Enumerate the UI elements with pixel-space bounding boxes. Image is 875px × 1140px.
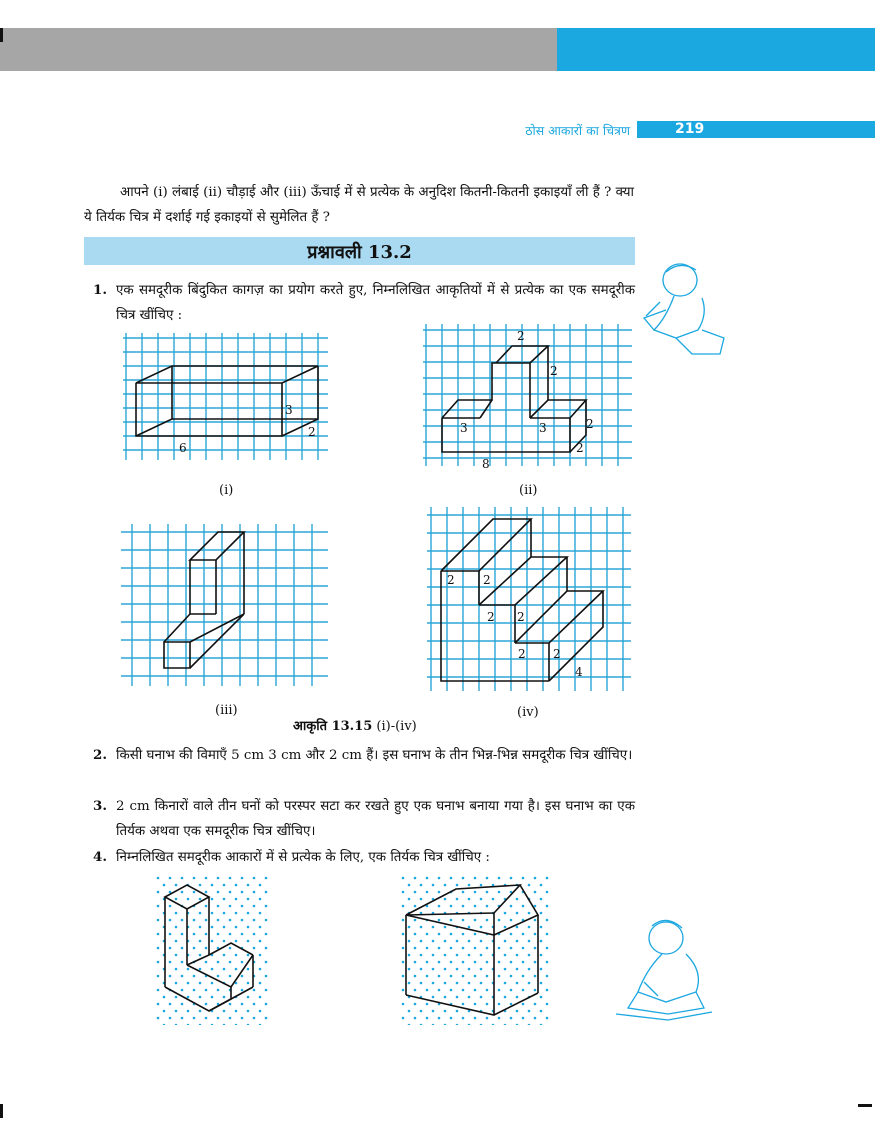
question-number: 1. <box>93 282 107 298</box>
dim-label: 3 <box>460 421 468 435</box>
question-number: 3. <box>93 798 107 814</box>
dim-label: 2 <box>550 364 558 378</box>
dim-label: 3 <box>285 403 293 417</box>
margin-mark <box>858 1104 872 1107</box>
student-reading-illustration <box>636 258 728 363</box>
dim-label: 2 <box>308 425 316 439</box>
dim-label: 2 <box>576 441 584 455</box>
isometric-house <box>400 875 550 1025</box>
header-band-blue <box>557 28 875 71</box>
figure-caption-bold: आकृति 13.15 <box>293 719 373 734</box>
dim-label: 2 <box>517 329 525 343</box>
question-text: एक समदूरीक बिंदुकित कागज़ का प्रयोग करते हुए, निम्नलिखित आकृतियों में से प्रत्येक का एक समदूरीक चित्र खींचिए : <box>116 283 635 323</box>
intro-paragraph: आपने (i) लंबाई (ii) चौड़ाई और (iii) ऊँचाई में से प्रत्येक के अनुदिश कितनी-कितनी इकाइयाँ ली हैं ? क्या ये तिर्यक चित्र में दर्शाई गई इकाइयों से सुमेलित हैं ? <box>84 185 635 225</box>
dim-label: 2 <box>487 610 495 624</box>
figure-i-grid <box>118 330 333 465</box>
question-number: 4. <box>93 849 107 865</box>
student-writing-illustration <box>608 912 718 1024</box>
running-title: ठोस आकारों का चित्रण <box>525 123 630 138</box>
figure-iii-label: (iii) <box>215 703 238 718</box>
page-number: 219 <box>675 121 705 137</box>
dim-label: 2 <box>518 647 526 661</box>
question-text: किसी घनाभ की विमाएँ 5 cm 3 cm और 2 cm हैं। इस घनाभ के तीन भिन्न-भिन्न समदूरीक चित्र खींचिए। <box>116 748 633 763</box>
figure-ii-label: (ii) <box>519 483 538 498</box>
grid-lines <box>427 507 631 691</box>
dim-label: 2 <box>447 573 455 587</box>
grid-lines <box>121 524 328 686</box>
isometric-l-shape <box>155 875 270 1025</box>
cuboid-drawing <box>136 366 318 436</box>
dim-label: 4 <box>575 665 583 679</box>
dim-label: 8 <box>482 457 490 470</box>
dim-label: 2 <box>553 647 561 661</box>
dim-label: 2 <box>586 417 594 431</box>
dot-grid <box>155 875 270 1025</box>
margin-mark <box>0 1104 3 1118</box>
question-4 <box>93 845 635 870</box>
question-number: 2. <box>93 747 107 763</box>
dim-label: 2 <box>483 573 491 587</box>
figure-iii-grid <box>118 520 333 690</box>
page-number-badge <box>637 121 875 138</box>
question-2 <box>93 743 635 768</box>
figure-ii-grid <box>420 320 636 470</box>
figure-iv-grid <box>425 505 635 695</box>
margin-mark <box>0 28 3 42</box>
grid-lines <box>123 333 328 460</box>
figure-caption <box>293 716 417 734</box>
dim-label: 6 <box>179 441 187 455</box>
dim-label: 3 <box>539 421 547 435</box>
question-text: 2 cm किनारों वाले तीन घनों को परस्पर सटा कर रखते हुए एक घनाभ बनाया गया है। इस घनाभ का एक तिर्यक अथवा एक समदूरीक चित्र खींचिए। <box>116 799 635 839</box>
figure-caption-range: (i)-(iv) <box>372 719 417 734</box>
question-3 <box>93 794 635 844</box>
figure-iv-label: (iv) <box>517 705 539 720</box>
dim-label: 2 <box>517 610 525 624</box>
question-text: निम्नलिखित समदूरीक आकारों में से प्रत्येक के लिए, एक तिर्यक चित्र खींचिए : <box>116 850 490 865</box>
figure-i-label: (i) <box>219 483 234 498</box>
exercise-heading: प्रश्नावली 13.2 <box>307 242 412 263</box>
header-band-gray <box>0 28 557 71</box>
